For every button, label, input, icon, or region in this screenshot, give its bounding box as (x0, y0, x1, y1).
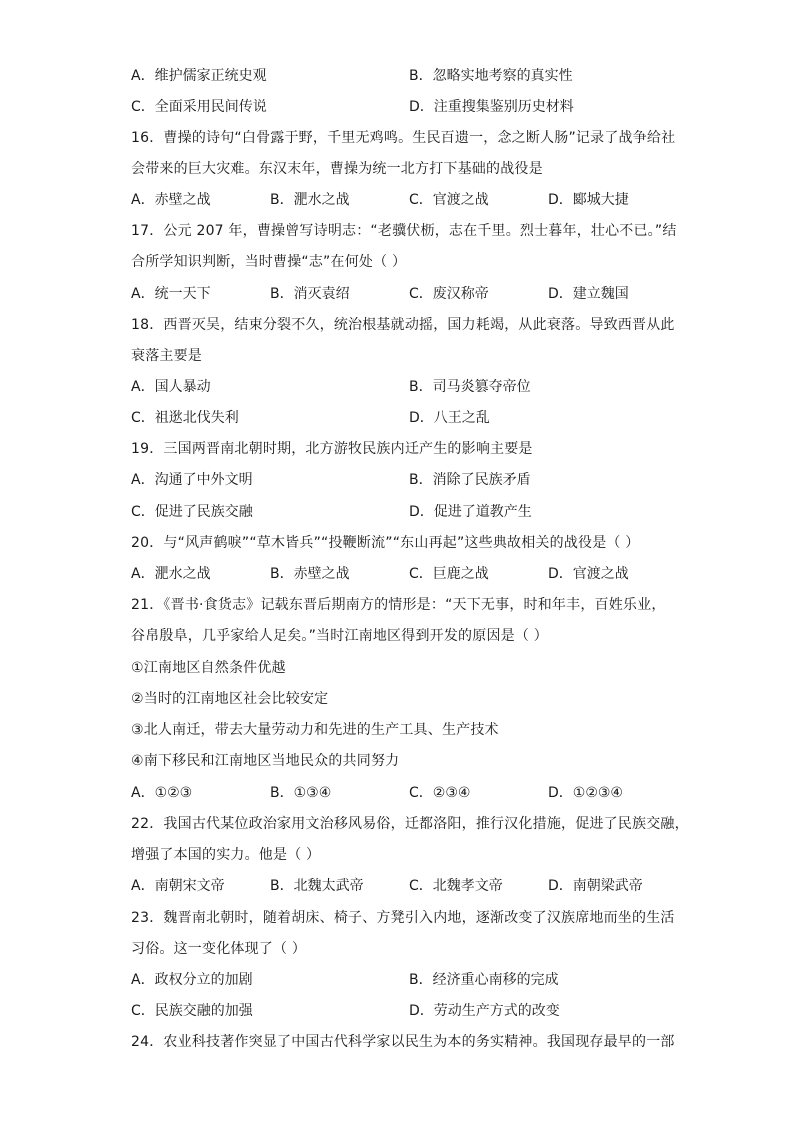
q22-option-d: D．南朝梁武帝 (548, 878, 643, 894)
q23-option-b: B．经济重心南移的完成 (409, 972, 559, 988)
q21-stem-line1: 21．《晋书·食货志》记载东晋后期南方的情形是：“天下无事，时和年丰，百姓乐业， (131, 597, 666, 613)
q18-option-c: C．祖逖北伐失利 (131, 410, 239, 426)
q21-stem-line2: 谷帛殷阜，几乎家给人足矣。”当时江南地区得到开发的原因是（ ） (131, 628, 548, 644)
q21-option-a: A．①②③ (131, 785, 193, 801)
q16-option-c: C．官渡之战 (409, 192, 489, 208)
q23-stem-line2: 习俗。这一变化体现了（ ） (131, 941, 307, 957)
q16-option-a: A．赤壁之战 (131, 192, 211, 208)
q21-item-3: ③北人南迁，带去大量劳动力和先进的生产工具、生产技术 (131, 722, 499, 738)
q18-option-b: B．司马炎篡夺帝位 (409, 379, 531, 395)
q18-stem-line1: 18．西晋灭吴，结束分裂不久，统治根基就动摇，国力耗竭，从此衰落。导致西晋从此 (131, 317, 675, 333)
q19-option-b: B．消除了民族矛盾 (409, 472, 531, 488)
q22-stem-line1: 22．我国古代某位政治家用文治移风易俗，迁都洛阳，推行汉化措施，促进了民族交融， (131, 816, 689, 832)
q15-option-a: A．维护儒家正统史观 (131, 68, 267, 84)
q18-option-d: D．八王之乱 (409, 410, 490, 426)
q16-stem-line2: 会带来的巨大灾难。东汉末年，曹操为统一北方打下基础的战役是 (131, 161, 543, 177)
q17-option-c: C．废汉称帝 (409, 286, 489, 302)
q20-option-c: C．巨鹿之战 (409, 566, 489, 582)
q21-item-4: ④南下移民和江南地区当地民众的共同努力 (131, 753, 400, 769)
q15-option-d: D．注重搜集鉴别历史材料 (409, 99, 574, 115)
q24-stem-line1: 24．农业科技著作突显了中国古代科学家以民生为本的务实精神。我国现存最早的一部 (131, 1034, 675, 1050)
q22-stem-line2: 增强了本国的实力。他是（ ） (131, 847, 321, 863)
q23-option-c: C．民族交融的加强 (131, 1003, 253, 1019)
q21-option-b: B．①③④ (270, 785, 332, 801)
q21-option-c: C．②③④ (409, 785, 471, 801)
q16-option-b: B．淝水之战 (270, 192, 350, 208)
q16-stem-line1: 16．曹操的诗句“白骨露于野，千里无鸡鸣。生民百遗一，念之断人肠”记录了战争给社 (131, 130, 676, 146)
q21-item-1: ①江南地区自然条件优越 (131, 660, 286, 676)
q21-option-d: D．①②③④ (548, 785, 623, 801)
q21-item-2: ②当时的江南地区社会比较安定 (131, 691, 329, 707)
q17-stem-line1: 17．公元 207 年，曹操曾写诗明志：“老骥伏枥，志在千里。烈士暮年，壮心不已。”结 (131, 223, 677, 239)
q23-stem-line1: 23．魏晋南北朝时，随着胡床、椅子、方凳引入内地，逐渐改变了汉族席地而坐的生活 (131, 910, 675, 926)
q17-stem-line2: 合所学知识判断，当时曹操“志”在何处（ ） (131, 254, 407, 270)
q20-stem-line1: 20．与“风声鹤唳”“草木皆兵”“投鞭断流”“东山再起”这些典故相关的战役是（ ） (131, 535, 640, 551)
q17-option-a: A．统一天下 (131, 286, 211, 302)
q15-option-c: C．全面采用民间传说 (131, 99, 267, 115)
q20-option-d: D．官渡之战 (548, 566, 629, 582)
q15-option-b: B．忽略实地考察的真实性 (409, 68, 573, 84)
q20-option-b: B．赤壁之战 (270, 566, 350, 582)
q18-option-a: A．国人暴动 (131, 379, 211, 395)
q22-option-a: A．南朝宋文帝 (131, 878, 225, 894)
q16-option-d: D．郾城大捷 (548, 192, 629, 208)
q19-option-d: D．促进了道教产生 (409, 504, 532, 520)
q23-option-d: D．劳动生产方式的改变 (409, 1003, 560, 1019)
q18-stem-line2: 衰落主要是 (131, 348, 202, 364)
q17-option-b: B．消灭袁绍 (270, 286, 350, 302)
q22-option-b: B．北魏太武帝 (270, 878, 364, 894)
q17-option-d: D．建立魏国 (548, 286, 629, 302)
q22-option-c: C．北魏孝文帝 (409, 878, 503, 894)
q19-stem-line1: 19．三国两晋南北朝时期，北方游牧民族内迁产生的影响主要是 (131, 441, 533, 457)
q19-option-c: C．促进了民族交融 (131, 504, 253, 520)
q20-option-a: A．淝水之战 (131, 566, 211, 582)
q19-option-a: A．沟通了中外文明 (131, 472, 253, 488)
q23-option-a: A．政权分立的加剧 (131, 972, 253, 988)
